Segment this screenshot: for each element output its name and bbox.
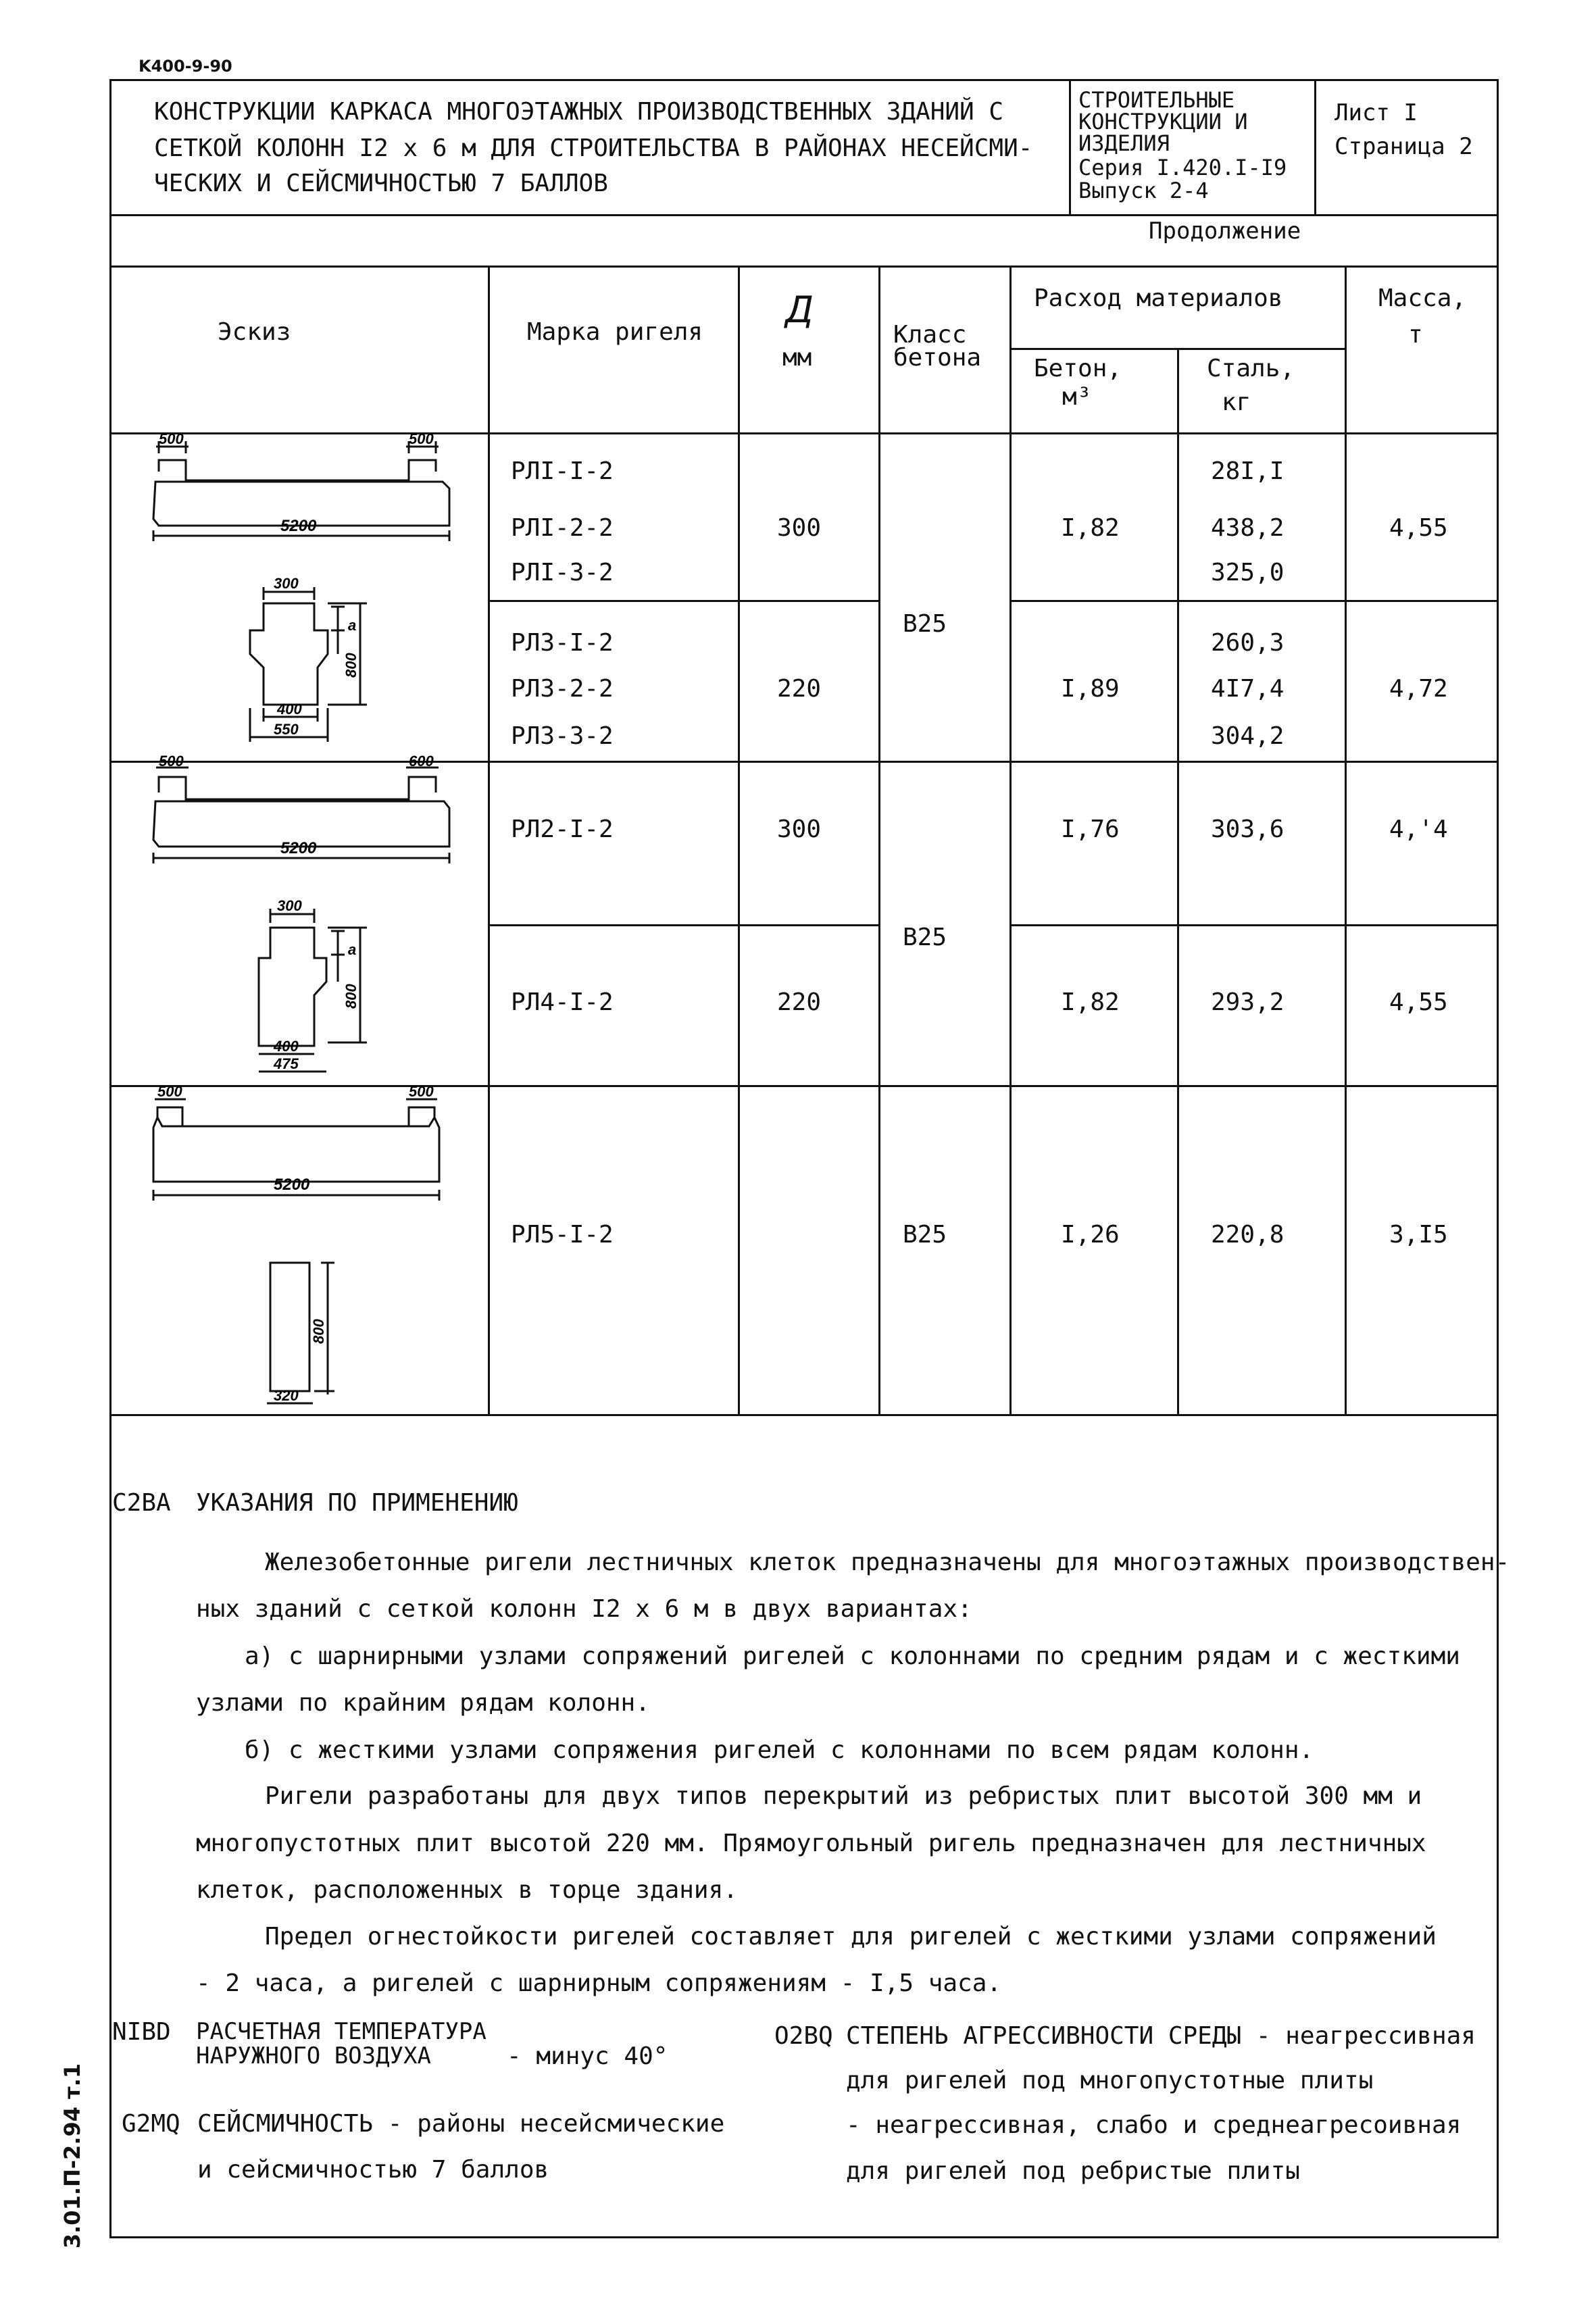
paragraph-line: Предел огнестойкости ригелей составляет для ригелей с жесткими узлами сопряжений bbox=[265, 1923, 1437, 1951]
col-line bbox=[738, 266, 740, 1414]
col-header-mark: Марка ригеля bbox=[527, 318, 703, 346]
concrete-volume: I,82 bbox=[1061, 988, 1120, 1016]
beam-mark: РЛI-I-2 bbox=[511, 457, 614, 485]
beam-mark: РЛ3-I-2 bbox=[511, 629, 614, 657]
sketch-dim-label: 500 bbox=[409, 430, 434, 447]
param-label: СЕЙСМИЧНОСТЬ - районы несейсмические bbox=[197, 2110, 725, 2138]
sketch-dim-label: 300 bbox=[274, 575, 299, 592]
param-value: - минус 40° bbox=[507, 2042, 668, 2070]
steel-value: 4I7,4 bbox=[1211, 675, 1285, 703]
header-title-line: ЧЕСКИХ И СЕЙСМИЧНОСТЬЮ 7 БАЛЛОВ bbox=[154, 170, 608, 197]
continuation-label: Продолжение bbox=[1149, 218, 1301, 245]
header-title-line: КОНСТРУКЦИИ КАРКАСА МНОГОЭТАЖНЫХ ПРОИЗВОДСТВЕННЫХ ЗДАНИЙ С bbox=[154, 98, 1004, 126]
sketch-dim-label: 400 bbox=[274, 1038, 299, 1055]
paragraph-line: многопустотных плит высотой 220 мм. Прямоугольный ригель предназначен для лестничных bbox=[196, 1830, 1426, 1857]
concrete-class: В25 bbox=[903, 610, 947, 638]
category-line: КОНСТРУКЦИИ И bbox=[1078, 109, 1248, 134]
d-value: 300 bbox=[777, 514, 822, 542]
category-line: ИЗДЕЛИЯ bbox=[1078, 130, 1170, 156]
section-title: УКАЗАНИЯ ПО ПРИМЕНЕНИЮ bbox=[196, 1489, 518, 1517]
section-code: C2BA bbox=[112, 1489, 171, 1517]
mass-value: 3,I5 bbox=[1389, 1221, 1448, 1249]
param-label: и сейсмичностью 7 баллов bbox=[197, 2156, 549, 2184]
col-header-mass: Масса, bbox=[1378, 284, 1467, 312]
sketch-dim-label: 5200 bbox=[280, 517, 317, 535]
beam-mark: РЛI-3-2 bbox=[511, 559, 614, 586]
sketch-dim-label: 500 bbox=[159, 430, 184, 447]
mass-value: 4,'4 bbox=[1389, 815, 1448, 843]
sketch-dim-label: 300 bbox=[277, 897, 302, 914]
sketch-dim-label: a bbox=[348, 941, 357, 958]
concrete-volume: I,26 bbox=[1061, 1221, 1120, 1249]
col-header-class: Класс bbox=[893, 321, 967, 349]
header-divider-2 bbox=[1314, 79, 1316, 214]
col-line bbox=[1177, 348, 1179, 1414]
col-header-concrete-unit: м³ bbox=[1062, 383, 1092, 411]
row-line bbox=[488, 924, 878, 926]
paragraph-line: Ригели разработаны для двух типов перекрытий из ребристых плит высотой 300 мм и bbox=[265, 1782, 1422, 1810]
sketch-dim-label: 5200 bbox=[280, 839, 317, 857]
paragraph-line: клеток, расположенных в торце здания. bbox=[196, 1876, 738, 1904]
sheet-number: Лист I bbox=[1335, 99, 1418, 126]
col-header-steel-unit: кг bbox=[1222, 388, 1251, 416]
param-line: - неагрессивная, слабо и среднеагресоивная bbox=[846, 2111, 1462, 2139]
steel-value: 304,2 bbox=[1211, 722, 1285, 750]
param-line: для ригелей под ребристые плиты bbox=[846, 2157, 1300, 2185]
sketch-dim-label: 475 bbox=[274, 1055, 299, 1072]
d-value: 220 bbox=[777, 675, 822, 703]
d-value: 300 bbox=[777, 815, 822, 843]
col-header-concrete: Бетон, bbox=[1034, 355, 1122, 382]
beam-mark: РЛI-2-2 bbox=[511, 514, 614, 542]
steel-value: 293,2 bbox=[1211, 988, 1285, 1016]
table-bottom-line bbox=[109, 1414, 1497, 1416]
table-top-line bbox=[109, 266, 1497, 268]
param-label: РАСЧЕТНАЯ ТЕМПЕРАТУРА bbox=[196, 2018, 487, 2045]
beam-mark: РЛ4-I-2 bbox=[511, 988, 614, 1016]
sketch-dim-label: 5200 bbox=[274, 1176, 310, 1194]
steel-value: 325,0 bbox=[1211, 559, 1285, 586]
mass-value: 4,55 bbox=[1389, 514, 1448, 542]
col-header-mass-unit: т bbox=[1408, 321, 1423, 349]
col-header-d: Д bbox=[785, 288, 814, 331]
sketch-beam-type-5 bbox=[111, 1083, 487, 1413]
sketch-dim-label: 320 bbox=[274, 1387, 299, 1404]
row-line bbox=[488, 600, 878, 602]
col-line bbox=[1009, 266, 1012, 1414]
sketch-dim-label: 500 bbox=[409, 1083, 434, 1100]
header-divider-1 bbox=[1069, 79, 1071, 214]
side-code: 3.01.П-2.94 т.1 bbox=[59, 2063, 86, 2249]
concrete-volume: I,82 bbox=[1061, 514, 1120, 542]
concrete-class: В25 bbox=[903, 1221, 947, 1249]
col-line bbox=[878, 266, 880, 1414]
document-code: K400-9-90 bbox=[139, 57, 232, 76]
header-title-line: СЕТКОЙ КОЛОНН I2 x 6 м ДЛЯ СТРОИТЕЛЬСТВА В РАЙОНАХ НЕСЕЙСМИ- bbox=[154, 134, 1033, 162]
paragraph-line: б) с жесткими узлами сопряжения ригелей с колоннами по всем рядам колонн. bbox=[245, 1736, 1314, 1764]
steel-value: 303,6 bbox=[1211, 815, 1285, 843]
steel-value: 438,2 bbox=[1211, 514, 1285, 542]
steel-value: 28I,I bbox=[1211, 457, 1285, 485]
param-code: G2MQ bbox=[122, 2110, 180, 2138]
sketch-dim-label: 600 bbox=[409, 753, 434, 770]
sketch-beam-type-1 bbox=[111, 430, 487, 760]
paragraph-line: Железобетонные ригели лестничных клеток предназначены для многоэтажных производствен- bbox=[265, 1549, 1510, 1576]
beam-mark: РЛ3-2-2 bbox=[511, 675, 614, 703]
param-code: NIBD bbox=[112, 2018, 171, 2046]
sketch-dim-label: 550 bbox=[274, 721, 299, 738]
col-header-class-2: бетона bbox=[893, 344, 982, 372]
paragraph-line: - 2 часа, а ригелей с шарнирным сопряжениям - I,5 часа. bbox=[196, 1969, 1002, 1997]
param-label: СТЕПЕНЬ АГРЕССИВНОСТИ СРЕДЫ - неагрессивная bbox=[846, 2022, 1476, 2050]
row-line bbox=[1009, 600, 1497, 602]
d-value: 220 bbox=[777, 988, 822, 1016]
series-line: Серия I.420.I-I9 bbox=[1078, 155, 1287, 180]
issue-line: Выпуск 2-4 bbox=[1078, 178, 1209, 203]
param-code: O2BQ bbox=[774, 2022, 833, 2050]
sketch-dim-label: 400 bbox=[277, 701, 302, 718]
sketch-dim-label: 800 bbox=[310, 1319, 327, 1344]
col-header-sketch: Эскиз bbox=[218, 318, 291, 346]
param-line: для ригелей под многопустотные плиты bbox=[846, 2067, 1374, 2094]
col-line bbox=[1345, 266, 1347, 1414]
concrete-volume: I,76 bbox=[1061, 815, 1120, 843]
sketch-dim-label: 800 bbox=[343, 653, 359, 678]
sketch-beam-type-2 bbox=[111, 753, 487, 1084]
beam-mark: РЛ3-3-2 bbox=[511, 722, 614, 750]
col-header-d-unit: мм bbox=[782, 344, 812, 372]
steel-value: 260,3 bbox=[1211, 629, 1285, 657]
paragraph-line: ных зданий с сеткой колонн I2 x 6 м в двух вариантах: bbox=[196, 1595, 972, 1623]
paragraph-line: а) с шарнирными узлами сопряжений ригелей с колоннами по средним рядам и с жесткими bbox=[245, 1642, 1460, 1670]
concrete-class: В25 bbox=[903, 924, 947, 951]
row-line bbox=[1009, 924, 1497, 926]
concrete-volume: I,89 bbox=[1061, 675, 1120, 703]
mass-value: 4,72 bbox=[1389, 675, 1448, 703]
beam-mark: РЛ2-I-2 bbox=[511, 815, 614, 843]
category-line: СТРОИТЕЛЬНЫЕ bbox=[1078, 87, 1235, 113]
sketch-dim-label: a bbox=[348, 617, 357, 634]
col-header-materials: Расход материалов bbox=[1034, 284, 1283, 312]
header-bottom-line bbox=[109, 214, 1497, 216]
mass-value: 4,55 bbox=[1389, 988, 1448, 1016]
sketch-dim-label: 500 bbox=[159, 753, 184, 770]
steel-value: 220,8 bbox=[1211, 1221, 1285, 1249]
beam-mark: РЛ5-I-2 bbox=[511, 1221, 614, 1249]
param-label: НАРУЖНОГО ВОЗДУХА bbox=[196, 2042, 431, 2069]
paragraph-line: узлами по крайним рядам колонн. bbox=[196, 1689, 650, 1717]
col-line bbox=[488, 266, 490, 1414]
sketch-dim-label: 800 bbox=[343, 984, 359, 1009]
page-number: Страница 2 bbox=[1335, 133, 1473, 160]
sketch-dim-label: 500 bbox=[157, 1083, 182, 1100]
col-header-steel: Сталь, bbox=[1207, 355, 1295, 382]
